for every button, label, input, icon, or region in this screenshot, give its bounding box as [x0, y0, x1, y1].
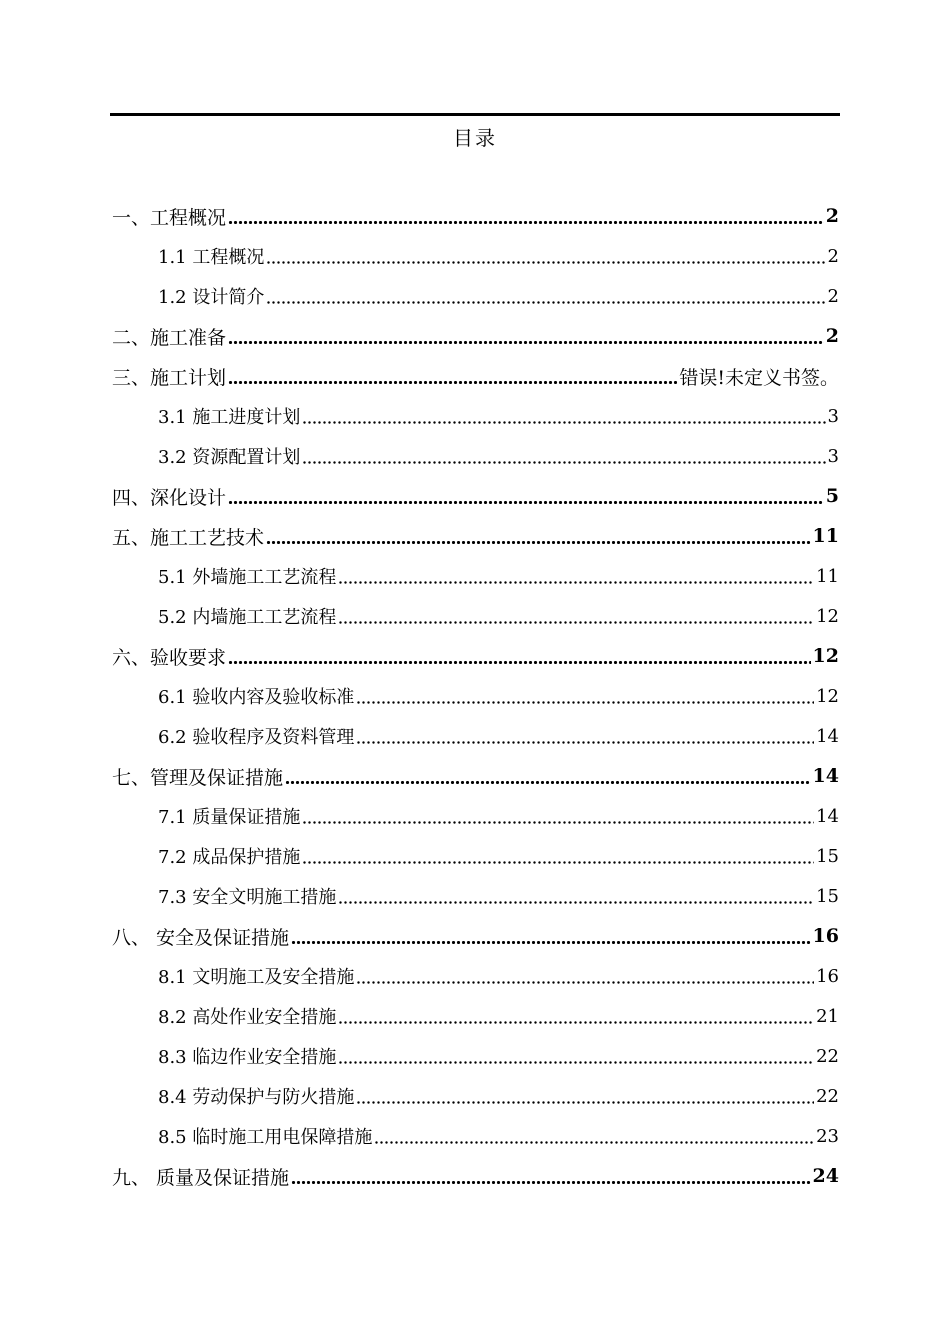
toc-entry[interactable] — [112, 396, 839, 436]
toc-entry-page: 3 — [827, 405, 839, 427]
dot-leader — [228, 366, 677, 386]
toc-entry-label: 6.1 验收内容及验收标准 — [158, 687, 355, 708]
toc-entry[interactable] — [112, 356, 839, 396]
toc-entry[interactable] — [112, 596, 839, 636]
dot-leader — [228, 646, 811, 666]
toc-entry[interactable] — [112, 676, 839, 716]
toc-entry[interactable] — [112, 716, 839, 756]
dot-leader — [338, 566, 814, 586]
toc-entry-label: 8.3 临边作业安全措施 — [158, 1047, 337, 1068]
table-of-contents — [112, 196, 839, 1196]
toc-entry-label: 7.1 质量保证措施 — [158, 807, 301, 828]
dot-leader — [374, 1126, 814, 1146]
toc-entry-page: 3 — [827, 445, 839, 467]
toc-entry-page: 15 — [816, 885, 839, 907]
toc-entry-label: 四、深化设计 — [112, 486, 227, 509]
toc-entry-page: 11 — [816, 565, 839, 587]
toc-entry[interactable] — [112, 196, 839, 236]
dot-leader — [285, 766, 811, 786]
dot-leader — [356, 1086, 814, 1106]
toc-entry[interactable] — [112, 756, 839, 796]
toc-entry-label: 三、施工计划 — [112, 366, 227, 389]
toc-entry[interactable] — [112, 1036, 839, 1076]
toc-entry[interactable] — [112, 316, 839, 356]
toc-entry-page: 12 — [816, 685, 839, 707]
toc-entry-label: 一、工程概况 — [112, 206, 227, 229]
dot-leader — [302, 406, 825, 426]
dot-leader — [356, 726, 814, 746]
toc-entry-label: 1.1 工程概况 — [158, 247, 265, 268]
toc-entry-label: 8.2 高处作业安全措施 — [158, 1007, 337, 1028]
dot-leader — [228, 326, 824, 346]
toc-entry-page: 24 — [812, 1165, 839, 1187]
toc-entry-page: 12 — [812, 645, 839, 667]
toc-entry-label: 8.4 劳动保护与防火措施 — [158, 1087, 355, 1108]
toc-entry[interactable] — [112, 476, 839, 516]
dot-leader — [356, 686, 814, 706]
toc-entry-page: 16 — [816, 965, 839, 987]
dot-leader — [266, 286, 825, 306]
dot-leader — [302, 806, 814, 826]
dot-leader — [338, 1046, 814, 1066]
dot-leader — [338, 606, 814, 626]
dot-leader — [338, 886, 814, 906]
dot-leader — [338, 1006, 814, 1026]
toc-entry-page: 15 — [816, 845, 839, 867]
toc-entry-page: 12 — [816, 605, 839, 627]
toc-entry-label: 8.1 文明施工及安全措施 — [158, 967, 355, 988]
toc-entry-label: 7.2 成品保护措施 — [158, 847, 301, 868]
toc-entry-label: 1.2 设计简介 — [158, 287, 265, 308]
dot-leader — [228, 486, 824, 506]
dot-leader — [266, 246, 825, 266]
toc-entry-page: 21 — [816, 1005, 839, 1027]
toc-entry[interactable] — [112, 276, 839, 316]
toc-entry-page: 14 — [812, 765, 839, 787]
toc-entry[interactable] — [112, 1076, 839, 1116]
toc-entry-page: 2 — [825, 325, 839, 347]
toc-entry[interactable] — [112, 436, 839, 476]
toc-entry-page: 14 — [816, 805, 839, 827]
toc-entry-label: 5.1 外墙施工工艺流程 — [158, 567, 337, 588]
toc-entry-label: 3.1 施工进度计划 — [158, 407, 301, 428]
toc-entry-page: 16 — [812, 925, 839, 947]
dot-leader — [302, 446, 825, 466]
dot-leader — [228, 206, 824, 226]
toc-entry[interactable] — [112, 836, 839, 876]
toc-entry-label: 7.3 安全文明施工措施 — [158, 887, 337, 908]
toc-entry[interactable] — [112, 556, 839, 596]
toc-entry-page: 2 — [825, 205, 839, 227]
toc-entry-page: 23 — [816, 1125, 839, 1147]
toc-entry-label: 五、施工工艺技术 — [112, 526, 265, 549]
toc-entry-label: 8.5 临时施工用电保障措施 — [158, 1127, 373, 1148]
toc-entry-page: 5 — [825, 485, 839, 507]
dot-leader — [291, 926, 811, 946]
toc-entry[interactable] — [112, 796, 839, 836]
toc-entry[interactable] — [112, 1156, 839, 1196]
toc-entry[interactable] — [112, 956, 839, 996]
toc-entry[interactable] — [112, 636, 839, 676]
toc-entry-page: 14 — [816, 725, 839, 747]
toc-entry[interactable] — [112, 516, 839, 556]
toc-entry-page: 11 — [812, 525, 839, 547]
toc-title: 目录 — [453, 126, 497, 150]
toc-entry[interactable] — [112, 876, 839, 916]
toc-entry-page: 2 — [827, 285, 839, 307]
dot-leader — [356, 966, 814, 986]
toc-entry-label: 6.2 验收程序及资料管理 — [158, 727, 355, 748]
toc-entry[interactable] — [112, 916, 839, 956]
toc-entry[interactable] — [112, 996, 839, 1036]
toc-entry-page: 错误!未定义书签。 — [679, 366, 839, 389]
toc-entry-page: 2 — [827, 245, 839, 267]
dot-leader — [291, 1166, 811, 1186]
toc-entry-page: 22 — [816, 1045, 839, 1067]
toc-entry-page: 22 — [816, 1085, 839, 1107]
toc-entry-label: 八、 安全及保证措施 — [112, 926, 290, 949]
toc-entry-label: 3.2 资源配置计划 — [158, 447, 301, 468]
toc-entry-label: 二、施工准备 — [112, 326, 227, 349]
header-rule — [110, 113, 840, 116]
toc-entry[interactable] — [112, 1116, 839, 1156]
toc-entry-label: 六、验收要求 — [112, 646, 227, 669]
dot-leader — [302, 846, 814, 866]
toc-entry-label: 七、管理及保证措施 — [112, 766, 284, 789]
toc-entry-label: 九、 质量及保证措施 — [112, 1166, 290, 1189]
toc-entry[interactable] — [112, 236, 839, 276]
toc-entry-label: 5.2 内墙施工工艺流程 — [158, 607, 337, 628]
dot-leader — [266, 526, 811, 546]
